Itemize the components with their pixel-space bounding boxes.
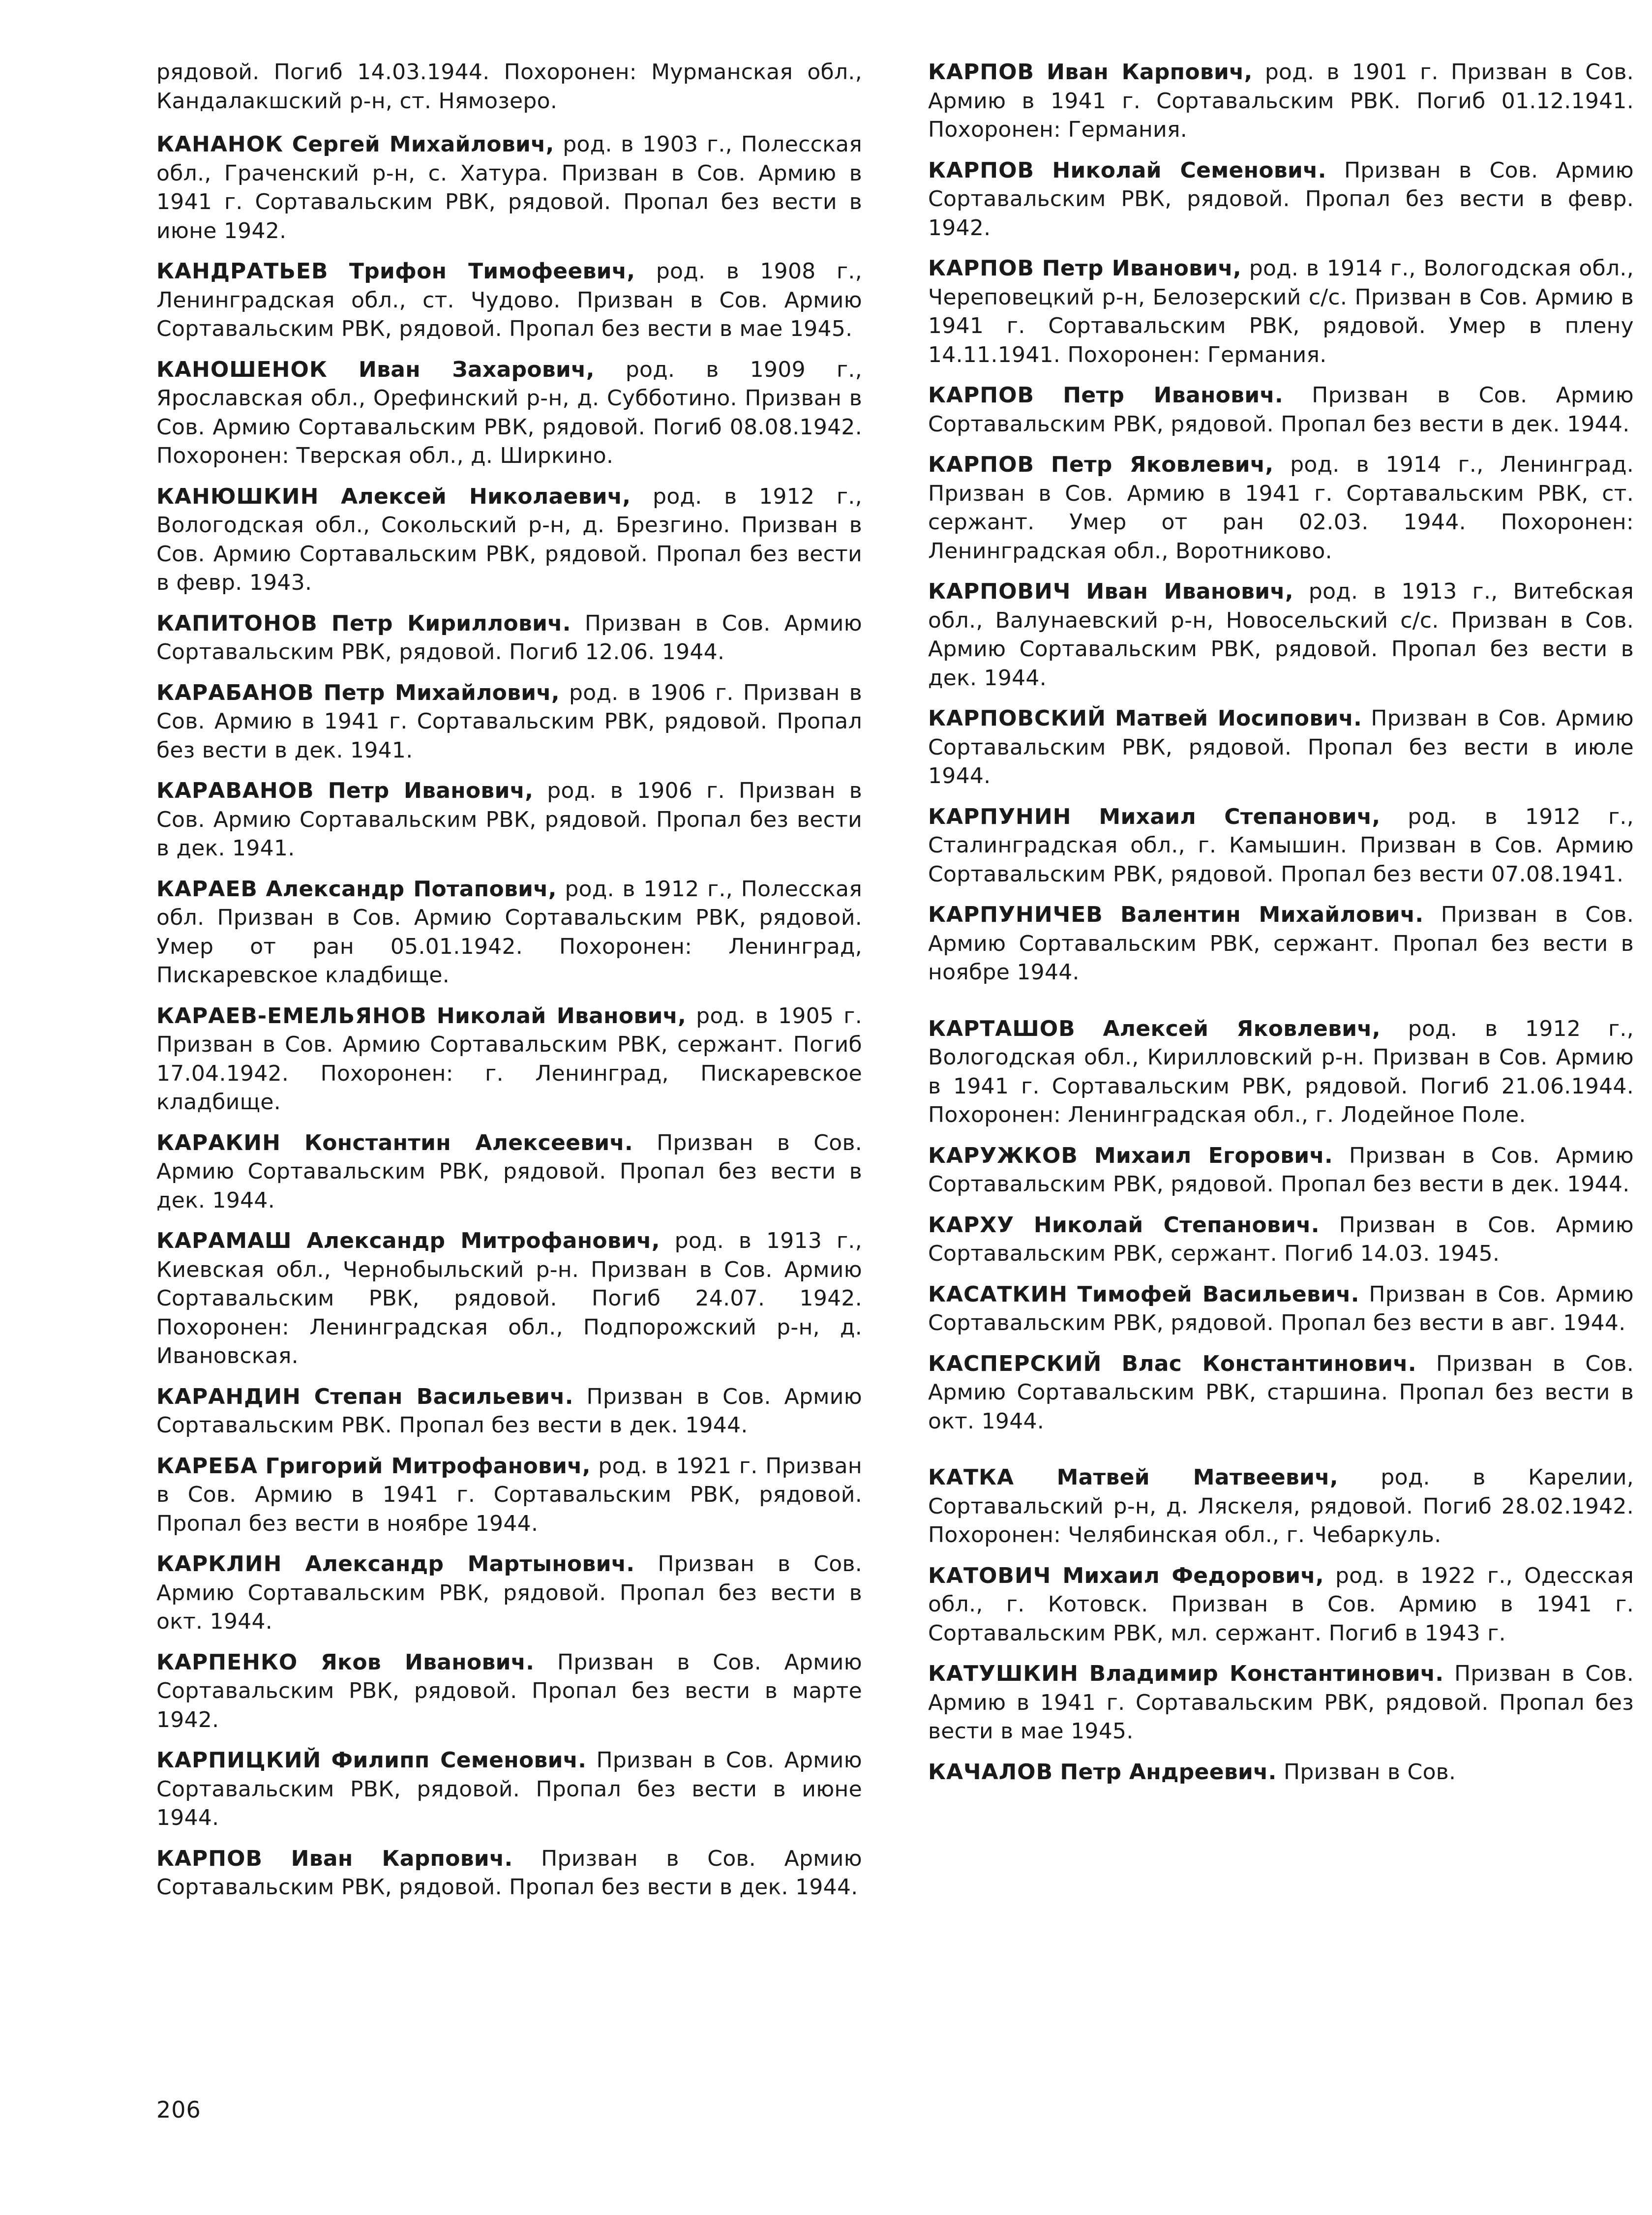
entry-surname: КАРАКИН [156, 1130, 281, 1155]
entry-given-name: Иван Карпович. [291, 1846, 513, 1871]
entry-surname: КАРКЛИН [156, 1551, 282, 1577]
entry-surname: КАРПОВ [156, 1846, 263, 1871]
entry-text: род. в 1905 г. Призван в Сов. Армию Сортавальским РВК, сержант. Погиб 17.04.1942. Похоронен: г. Ленинград, Пискаревское кладбище. [156, 1003, 862, 1115]
entry-surname: КАРПОВ [928, 60, 1035, 85]
entry-given-name: Петр Иванович, [1042, 256, 1241, 281]
entry-given-name: Владимир Константинович. [1089, 1661, 1444, 1686]
entry-given-name: Петр Андреевич. [1060, 1759, 1277, 1785]
entry-given-name: Иван Карпович, [1047, 60, 1253, 85]
entry-surname: КАСАТКИН [928, 1281, 1068, 1307]
person-entry [928, 803, 1634, 889]
entry-surname: КАРПОВ [928, 452, 1035, 477]
entry-text: род. в Карелии, Сортавальский р-н, д. Ляскеля, рядовой. Погиб 28.02.1942. Похоронен: Челябинская обл., г. Чебаркуль. [928, 1465, 1634, 1547]
person-entry [156, 1845, 862, 1902]
entry-surname: КАТУШКИН [928, 1661, 1079, 1686]
entry-text: род. в 1914 г., Вологодская обл., Череповецкий р-н, Белозерский с/с. Призван в Сов. Армию в 1941 г. Сортавальским РВК, рядовой. Умер в плену 14.11.1941. Похоронен: Германия. [928, 256, 1634, 367]
entry-given-name: Иван Иванович, [1086, 579, 1293, 604]
person-entry [928, 1660, 1634, 1746]
entry-given-name: Матвей Матвеевич, [1056, 1465, 1338, 1490]
entry-surname: КАНАНОК [156, 132, 284, 157]
person-entry [928, 704, 1634, 791]
entry-given-name: Сергей Михайлович, [292, 132, 554, 157]
person-entry [928, 577, 1634, 693]
entry-surname: КАРПЕНКО [156, 1649, 298, 1675]
entry-text: Призван в Сов. Армию Сортавальским РВК, рядовой. Пропал без вести в дек. 1944. [156, 1846, 862, 1900]
person-entry [156, 1129, 862, 1215]
person-entry [156, 1452, 862, 1539]
entry-text: Призван в Сов. Армию Сортавальским РВК, рядовой. Пропал без вести в дек. 1944. [928, 383, 1634, 437]
entry-text: род. в 1912 г., Вологодская обл., Сокольский р-н, д. Брезгино. Призван в Сов. Армию Сортавальским РВК, рядовой. Пропал без вести в февр. 1943. [156, 484, 863, 595]
entry-surname: КАРАНДИН [156, 1384, 301, 1409]
person-entry [156, 483, 862, 598]
entry-given-name: Михаил Степанович, [1099, 804, 1381, 829]
entry-given-name: Петр Михайлович, [323, 680, 560, 705]
entry-given-name: Николай Семенович. [1052, 157, 1326, 183]
entry-text: Призван в Сов. Армию Сортавальским РВК, рядовой. Пропал без вести в дек. 1944. [156, 1130, 862, 1213]
entry-text: Призван в Сов. Армию Сортавальским РВК, рядовой. Пропал без вести в марте 1942. [156, 1649, 862, 1732]
entry-text: род. в 1922 г., Одесская обл., г. Котовск. Призван в Сов. Армию в 1941 г. Сортавальским РВК, мл. сержант. Погиб в 1943 г. [928, 1563, 1634, 1646]
person-entry [928, 156, 1634, 243]
entry-text: род. в 1909 г., Ярославская обл., Орефинский р-н, д. Субботино. Призван в Сов. Армию Сортавальским РВК, рядовой. Погиб 08.08.1942. Похоронен: Тверская обл., д. Ширкино. [156, 357, 862, 468]
entry-text: род. в 1908 г., Ленинградская обл., ст. Чудово. Призван в Сов. Армию Сортавальским РВК, рядовой. Пропал без вести в мае 1945. [156, 259, 862, 341]
entry-surname: КАРПОВ [928, 256, 1035, 281]
entry-surname: КАРЕБА [156, 1453, 258, 1479]
person-entry [928, 254, 1634, 369]
entry-given-name: Влас Константинович. [1121, 1351, 1416, 1376]
entry-text: род. в 1912 г., Вологодская обл., Кирилловский р-н. Призван в Сов. Армию в 1941 г. Сортавальским РВК, рядовой. Погиб 21.06.1944. Похоронен: Ленинградская обл., г. Лодейное Поле. [928, 1016, 1634, 1127]
entry-text: род. в 1914 г., Ленинград. Призван в Сов. Армию в 1941 г. Сортавальским РВК, ст. сержант. Умер от ран 02.03. 1944. Похоронен: Ленинградская обл., Воротниково. [928, 452, 1634, 564]
entry-text: Призван в Сов. Армию Сортавальским РВК, рядовой. Пропал без вести в дек. 1944. [928, 1143, 1634, 1197]
person-entry [928, 1562, 1634, 1648]
entry-given-name: Петр Кириллович. [331, 610, 571, 636]
entry-surname: КАРАБАНОВ [156, 680, 314, 705]
entry-given-name: Яков Иванович. [321, 1649, 535, 1675]
entry-surname: КАЧАЛОВ [928, 1759, 1053, 1785]
person-entry [156, 257, 862, 344]
entry-text: Призван в Сов. Армию Сортавальским РВК, рядовой. Пропал без вести в окт. 1944. [156, 1551, 862, 1634]
person-entry [928, 1142, 1634, 1199]
person-entry [156, 130, 862, 245]
entry-text: Призван в Сов. Армию Сортавальским РВК. Пропал без вести в дек. 1944. [156, 1384, 862, 1438]
entry-surname: КАНЮШКИН [156, 484, 319, 509]
entry-text: род. в 1901 г. Призван в Сов. Армию в 1941 г. Сортавальским РВК. Погиб 01.12.1941. Похоронен: Германия. [928, 60, 1634, 142]
entry-surname: КАРАЕВ [156, 876, 258, 902]
entry-surname: КАРПОВ [928, 383, 1035, 408]
entry-given-name: Михаил Федорович, [1062, 1563, 1324, 1588]
entry-text: Призван в Сов. Армию Сортавальским РВК, рядовой. Пропал без вести в авг. 1944. [928, 1281, 1634, 1335]
person-entry [156, 58, 862, 116]
person-entry [156, 1746, 862, 1833]
entry-surname: КАРПИЦКИЙ [156, 1748, 322, 1773]
entry-given-name: Александр Мартынович. [305, 1551, 635, 1577]
entry-surname: КАСПЕРСКИЙ [928, 1351, 1102, 1376]
entry-surname: КАРПОВИЧ [928, 579, 1071, 604]
entry-surname: КАТКА [928, 1465, 1015, 1490]
person-entry [928, 901, 1634, 987]
entry-text: Призван в Сов. Армию Сортавальским РВК, сержант. Пропал без вести в ноябре 1944. [928, 902, 1634, 985]
entry-surname: КАРПУНИЧЕВ [928, 902, 1103, 927]
entry-surname: КАРТАШОВ [928, 1016, 1076, 1041]
left-column [156, 58, 862, 1914]
entry-text: род. в 1912 г., Сталинградская обл., г. Камышин. Призван в Сов. Армию Сортавальским РВК, рядовой. Пропал без вести 07.08.1941. [928, 804, 1634, 887]
entry-text: род. в 1913 г., Киевская обл., Чернобыльский р-н. Призван в Сов. Армию Сортавальским РВК, рядовой. Погиб 24.07. 1942. Похоронен: Ленинградская обл., Подпорожский р-н, д. Ивановская. [156, 1228, 862, 1368]
entry-text: род. в 1912 г., Полесская обл. Призван в Сов. Армию Сортавальским РВК, рядовой. Умер от ран 05.01.1942. Похоронен: Ленинград, Пискаревское кладбище. [156, 876, 862, 988]
person-entry [928, 1350, 1634, 1436]
entry-text: Призван в Сов. Армию Сортавальским РВК, рядовой. Пропал без вести в июле 1944. [928, 706, 1634, 789]
entry-given-name: Михаил Егорович. [1094, 1143, 1333, 1168]
person-entry [928, 1280, 1634, 1338]
entry-given-name: Трифон Тимофеевич, [349, 259, 635, 284]
person-entry [156, 875, 862, 990]
entry-text: род. в 1913 г., Витебская обл., Валунаевский р-н, Новосельский с/с. Призван в Сов. Армию Сортавальским РВК, рядовой. Пропал без вести в дек. 1944. [928, 579, 1634, 691]
entry-surname: КАРАВАНОВ [156, 778, 314, 803]
person-entry [928, 1758, 1634, 1787]
person-entry [156, 356, 862, 471]
person-entry [928, 1463, 1634, 1550]
entry-given-name: Тимофей Васильевич. [1077, 1281, 1359, 1307]
entry-given-name: Александр Потапович, [266, 876, 557, 902]
entry-text: род. в 1906 г. Призван в Сов. Армию в 1941 г. Сортавальским РВК, рядовой. Пропал без вести в дек. 1941. [156, 680, 862, 763]
entry-given-name: Алексей Николаевич, [341, 484, 631, 509]
entry-surname: КАРУЖКОВ [928, 1143, 1078, 1168]
entry-text: Призван в Сов. Армию Сортавальским РВК, старшина. Пропал без вести в окт. 1944. [928, 1351, 1634, 1434]
entry-text: Призван в Сов. [1283, 1759, 1456, 1785]
right-column [928, 58, 1634, 1798]
entry-given-name: Константин Алексеевич. [304, 1130, 633, 1155]
entry-given-name: Григорий Митрофанович, [265, 1453, 591, 1479]
person-entry [928, 58, 1634, 145]
entry-given-name: Александр Митрофанович, [306, 1228, 660, 1253]
entry-given-name: Николай Степанович. [1033, 1212, 1320, 1238]
person-entry [156, 1648, 862, 1735]
person-entry [156, 1383, 862, 1440]
person-entry [156, 609, 862, 667]
entry-surname: КАРХУ [928, 1212, 1015, 1238]
person-entry [928, 1211, 1634, 1269]
entry-surname: КАРПОВСКИЙ [928, 706, 1106, 731]
entry-text: Призван в Сов. Армию Сортавальским РВК, рядовой. Погиб 12.06. 1944. [156, 610, 862, 665]
person-entry [156, 1550, 862, 1637]
entry-surname: КАРАЕВ-ЕМЕЛЬЯНОВ [156, 1003, 427, 1029]
entry-given-name: Петр Иванович. [1063, 383, 1283, 408]
person-entry [156, 1002, 862, 1117]
entry-given-name: Матвей Иосипович. [1115, 706, 1362, 731]
entry-text: Призван в Сов. Армию Сортавальским РВК, рядовой. Пропал без вести в июне 1944. [156, 1748, 862, 1830]
page-number: 206 [156, 2096, 201, 2123]
person-entry [928, 451, 1634, 566]
entry-text: род. в 1906 г. Призван в Сов. Армию Сортавальским РВК, рядовой. Пропал без вести в дек. 1941. [156, 778, 862, 861]
entry-given-name: Петр Яковлевич, [1051, 452, 1274, 477]
entry-surname: КАТОВИЧ [928, 1563, 1051, 1588]
entry-given-name: Филипп Семенович. [331, 1748, 587, 1773]
entry-given-name: Степан Васильевич. [314, 1384, 573, 1409]
entry-text: род. в 1921 г. Призван в Сов. Армию в 1941 г. Сортавальским РВК, рядовой. Пропал без вести в ноябре 1944. [156, 1453, 862, 1536]
entry-surname: КАПИТОНОВ [156, 610, 318, 636]
entry-surname: КАРПУНИН [928, 804, 1072, 829]
entry-given-name: Петр Иванович, [328, 778, 534, 803]
person-entry [156, 679, 862, 765]
entry-text: рядовой. Погиб 14.03.1944. Похоронен: Мурманская обл., Кандалакшский р-н, ст. Нямозеро. [156, 60, 862, 114]
person-entry [156, 777, 862, 863]
entry-surname: КАНОШЕНОК [156, 357, 328, 382]
entry-surname: КАНДРАТЬЕВ [156, 259, 329, 284]
entry-text: Призван в Сов. Армию Сортавальским РВК, сержант. Погиб 14.03. 1945. [928, 1212, 1634, 1266]
person-entry [156, 1227, 862, 1371]
entry-given-name: Алексей Яковлевич, [1103, 1016, 1381, 1041]
person-entry [928, 381, 1634, 439]
entry-given-name: Николай Иванович, [436, 1003, 687, 1029]
entry-given-name: Валентин Михайлович. [1120, 902, 1424, 927]
person-entry [928, 1015, 1634, 1130]
entry-text: Призван в Сов. Армию в 1941 г. Сортавальским РВК, рядовой. Пропал без вести в мае 1945. [928, 1661, 1634, 1744]
entry-surname: КАРПОВ [928, 157, 1035, 183]
entry-text: Призван в Сов. Армию Сортавальским РВК, рядовой. Пропал без вести в февр. 1942. [928, 157, 1634, 241]
entry-text: род. в 1903 г., Полесская обл., Граченский р-н, с. Хатура. Призван в Сов. Армию в 1941 г. Сортавальским РВК, рядовой. Пропал без вести в июне 1942. [156, 132, 862, 243]
entry-surname: КАРАМАШ [156, 1228, 292, 1253]
entry-given-name: Иван Захарович, [358, 357, 595, 382]
